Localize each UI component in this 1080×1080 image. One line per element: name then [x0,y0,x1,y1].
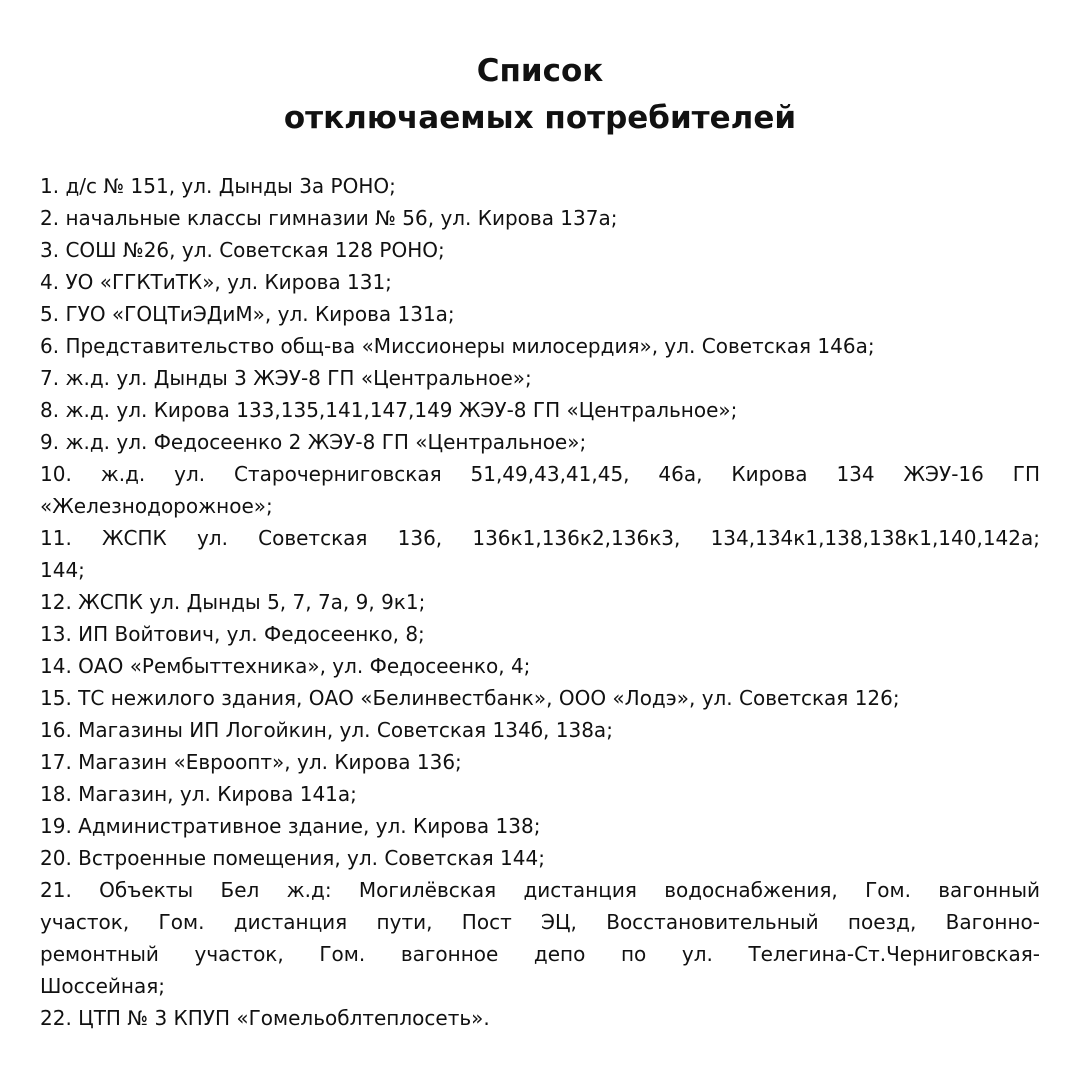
consumer-list [40,170,1040,1034]
list-item [40,618,1040,650]
list-item-line: 7. ж.д. ул. Дынды 3 ЖЭУ-8 ГП «Центральное»; [40,366,532,390]
list-item [40,330,1040,362]
list-item-line: ремонтный участок, Гом. вагонное депо по ул. Телегина-Ст.Черниговская- [40,942,1040,966]
list-item-line: 21. Объекты Бел ж.д: Могилёвская дистанция водоснабжения, Гом. вагонный [40,878,1040,902]
list-item-line: «Железнодорожное»; [40,494,273,518]
list-item [40,874,1040,1002]
list-item-line: 9. ж.д. ул. Федосеенко 2 ЖЭУ-8 ГП «Центральное»; [40,430,587,454]
list-item-line: 12. ЖСПК ул. Дынды 5, 7, 7а, 9, 9к1; [40,590,426,614]
list-item [40,362,1040,394]
list-item [40,1002,1040,1034]
page-title [0,48,1080,142]
list-item [40,810,1040,842]
list-item [40,266,1040,298]
list-item [40,394,1040,426]
list-item-line: 22. ЦТП № 3 КПУП «Гомельоблтеплосеть». [40,1006,490,1030]
list-item [40,426,1040,458]
list-item-line: 1. д/с № 151, ул. Дынды 3а РОНО; [40,174,396,198]
list-item [40,202,1040,234]
list-item [40,234,1040,266]
list-item-line: 19. Административное здание, ул. Кирова 138; [40,814,541,838]
list-item [40,522,1040,586]
list-item-line: 20. Встроенные помещения, ул. Советская 144; [40,846,545,870]
list-item [40,170,1040,202]
list-item-line: 4. УО «ГГКТиТК», ул. Кирова 131; [40,270,392,294]
list-item [40,458,1040,522]
list-item [40,842,1040,874]
list-item [40,778,1040,810]
list-item-line: 144; [40,558,85,582]
list-item-line: 17. Магазин «Евроопт», ул. Кирова 136; [40,750,462,774]
list-item-line: 10. ж.д. ул. Старочерниговская 51,49,43,41,45, 46а, Кирова 134 ЖЭУ-16 ГП [40,462,1040,486]
list-item [40,714,1040,746]
list-item-line: 2. начальные классы гимназии № 56, ул. Кирова 137а; [40,206,618,230]
list-item-line: 15. ТС нежилого здания, ОАО «Белинвестбанк», ООО «Лодэ», ул. Советская 126; [40,686,900,710]
list-item-line: 16. Магазины ИП Логойкин, ул. Советская 134б, 138а; [40,718,613,742]
list-item [40,586,1040,618]
title-line-2: отключаемых потребителей [283,100,797,136]
list-item-line: 14. ОАО «Рембыттехника», ул. Федосеенко, 4; [40,654,531,678]
list-item-line: 5. ГУО «ГОЦТиЭДиМ», ул. Кирова 131а; [40,302,455,326]
list-item-line: Шоссейная; [40,974,166,998]
list-item-line: участок, Гом. дистанция пути, Пост ЭЦ, Восстановительный поезд, Вагонно- [40,910,1040,934]
list-item [40,746,1040,778]
list-item-line: 6. Представительство общ-ва «Миссионеры милосердия», ул. Советская 146а; [40,334,875,358]
list-item-line: 11. ЖСПК ул. Советская 136, 136к1,136к2,136к3, 134,134к1,138,138к1,140,142а; [40,526,1040,550]
list-item [40,682,1040,714]
list-item [40,298,1040,330]
list-item-line: 3. СОШ №26, ул. Советская 128 РОНО; [40,238,445,262]
list-item [40,650,1040,682]
list-item-line: 8. ж.д. ул. Кирова 133,135,141,147,149 ЖЭУ-8 ГП «Центральное»; [40,398,738,422]
list-item-line: 18. Магазин, ул. Кирова 141а; [40,782,357,806]
list-item-line: 13. ИП Войтович, ул. Федосеенко, 8; [40,622,425,646]
title-line-1: Список [476,53,604,89]
